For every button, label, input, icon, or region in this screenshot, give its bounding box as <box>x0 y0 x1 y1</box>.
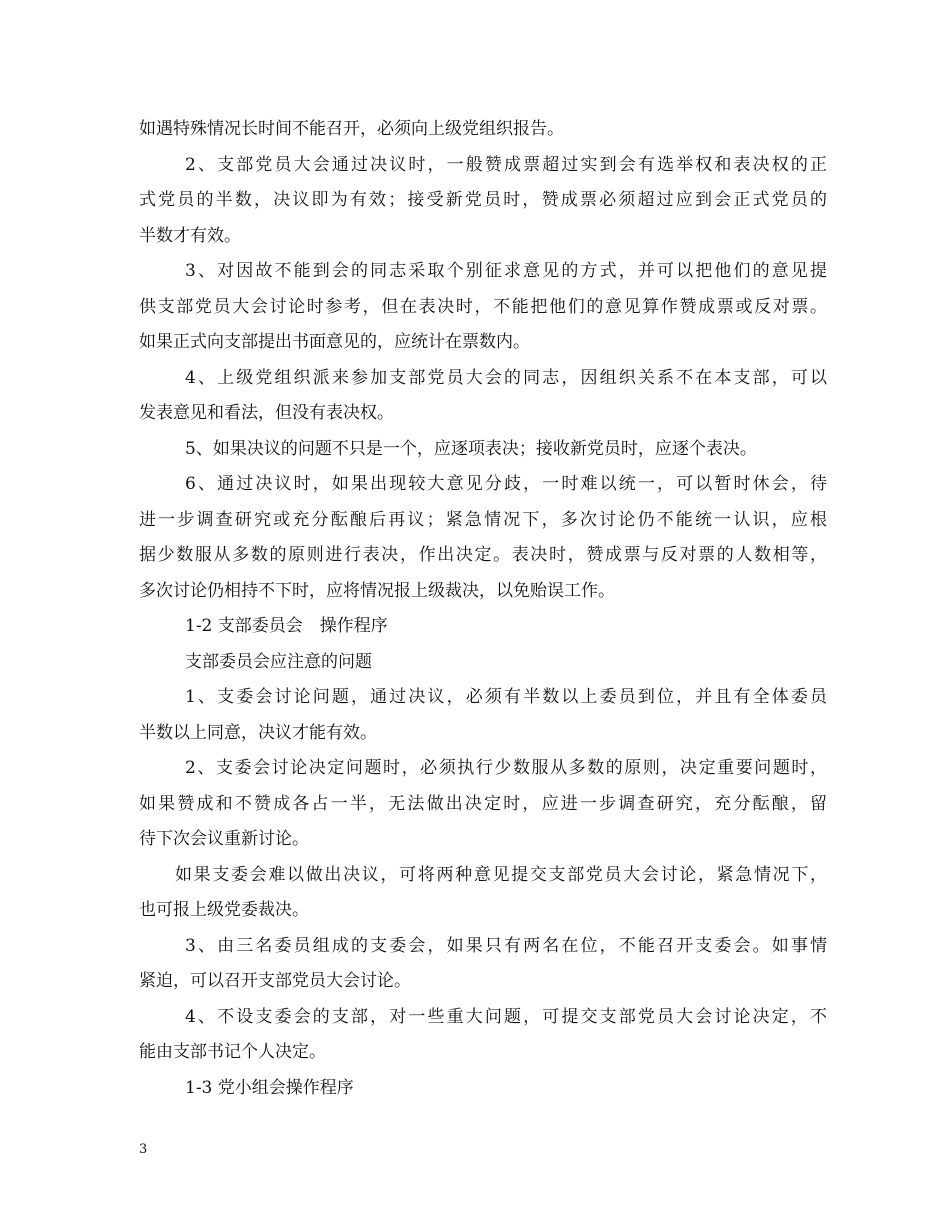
paragraph-line: 紧迫，可以召开支部党员大会讨论。 <box>139 971 411 991</box>
paragraph-line: 半数以上同意，决议才能有效。 <box>139 722 377 743</box>
page-number: 3 <box>139 1142 148 1157</box>
paragraph-line: 1、支委会讨论问题，通过决议，必须有半数以上委员到位，并且有全体委员 <box>185 687 827 707</box>
body-text <box>139 112 827 1106</box>
paragraph-line: 3、由三名委员组成的支委会，如果只有两名在位，不能召开支委会。如事情 <box>185 935 827 956</box>
paragraph-line: 3、对因故不能到会的同志采取个别征求意见的方式，并可以把他们的意见提 <box>185 261 827 281</box>
paragraph-line: 待下次会议重新讨论。 <box>139 829 309 849</box>
paragraph-line: 能由支部书记个人决定。 <box>139 1042 326 1062</box>
paragraph-line: 6、通过决议时，如果出现较大意见分歧，一时难以统一，可以暂时休会，待 <box>185 474 827 494</box>
paragraph-line: 发表意见和看法，但没有表决权。 <box>139 403 394 423</box>
paragraph-line: 2、支委会讨论决定问题时，必须执行少数服从多数的原则，决定重要问题时， <box>185 758 827 778</box>
paragraph-line: 进一步调查研究或充分酝酿后再议；紧急情况下，多次讨论仍不能统一认识，应根 <box>139 509 827 530</box>
paragraph-line: 据少数服从多数的原则进行表决，作出决定。表决时，赞成票与反对票的人数相等， <box>139 545 827 565</box>
paragraph-line: 如果正式向支部提出书面意见的，应统计在票数内。 <box>139 332 530 352</box>
subsection-heading: 支部委员会应注意的问题 <box>185 651 372 672</box>
paragraph-line: 供支部党员大会讨论时参考，但在表决时，不能把他们的意见算作赞成票或反对票。 <box>139 296 827 317</box>
paragraph-line: 如遇特殊情况长时间不能召开，必须向上级党组织报告。 <box>139 119 564 139</box>
paragraph-line: 半数才有效。 <box>139 225 241 246</box>
paragraph-line: 5、如果决议的问题不只是一个，应逐项表决；接收新党员时，应逐个表决。 <box>185 438 757 459</box>
paragraph-line: 也可报上级党委裁决。 <box>139 900 309 920</box>
paragraph-line: 4、不设支委会的支部，对一些重大问题，可提交支部党员大会讨论决定，不 <box>185 1006 827 1027</box>
paragraph-line: 如果赞成和不赞成各占一半，无法做出决定时，应进一步调查研究，充分酝酿，留 <box>139 793 827 814</box>
paragraph-line: 式党员的半数，决议即为有效；接受新党员时，赞成票必须超过应到会正式党员的 <box>139 190 827 210</box>
paragraph-line: 多次讨论仍相持不下时，应将情况报上级裁决，以免贻误工作。 <box>139 580 615 601</box>
section-heading: 1-2 支部委员会 操作程序 <box>185 616 388 636</box>
section-heading: 1-3 党小组会操作程序 <box>185 1077 354 1098</box>
paragraph-line: 2、支部党员大会通过决议时，一般赞成票超过实到会有选举权和表决权的正 <box>185 154 827 175</box>
paragraph-line: 4、上级党组织派来参加支部党员大会的同志，因组织关系不在本支部，可以 <box>185 367 827 388</box>
paragraph-line: 如果支委会难以做出决议，可将两种意见提交支部党员大会讨论，紧急情况下， <box>175 864 827 885</box>
